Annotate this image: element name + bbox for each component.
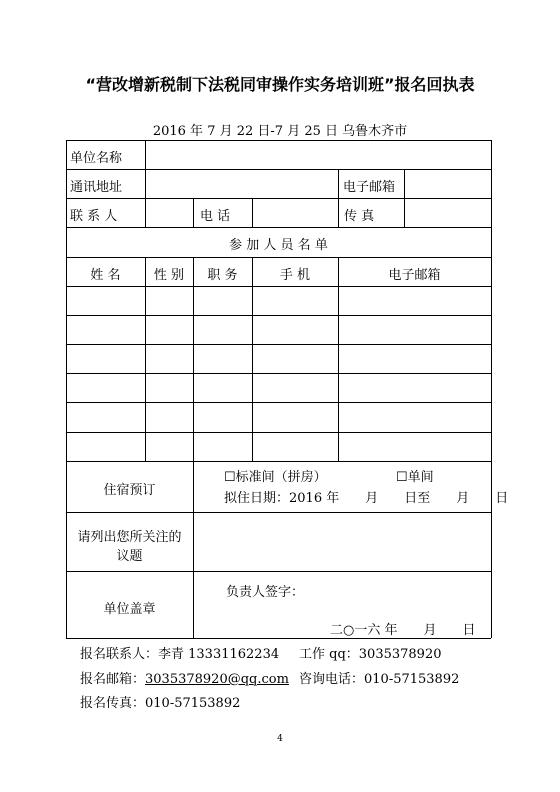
signature-label: 负责人签字： bbox=[226, 585, 305, 600]
fax-field[interactable] bbox=[405, 199, 490, 226]
column-header-position: 职 务 bbox=[207, 268, 238, 283]
topics-field[interactable] bbox=[194, 513, 490, 570]
footer-email-label: 报名邮箱： bbox=[80, 672, 146, 687]
email-label: 电子邮箱 bbox=[343, 180, 396, 195]
footer-fax: 报名传真：010-57153892 bbox=[80, 696, 241, 711]
footer-work-qq: 工作 qq：3035378920 bbox=[299, 647, 442, 662]
lodging-dates: 拟住日期：2016 年 月 日至 月 日 bbox=[224, 491, 509, 506]
table-row[interactable] bbox=[67, 433, 490, 460]
column-header-email: 电子邮箱 bbox=[388, 268, 441, 283]
table-row[interactable] bbox=[67, 403, 490, 431]
address-label: 通讯地址 bbox=[70, 180, 123, 195]
footer-email-line bbox=[80, 668, 289, 687]
topics-label-line2: 议题 bbox=[116, 549, 143, 564]
form-title: “营改增新税制下法税同审操作实务培训班”报名回执表 bbox=[85, 75, 475, 94]
unit-name-label: 单位名称 bbox=[70, 151, 123, 166]
address-field[interactable] bbox=[146, 170, 337, 197]
contact-label: 联 系 人 bbox=[70, 209, 118, 224]
email-field[interactable] bbox=[405, 170, 490, 197]
date-location: 2016 年 7 月 22 日-7 月 25 日 乌鲁木齐市 bbox=[152, 124, 408, 139]
footer-contact: 报名联系人：李青 13331162234 bbox=[80, 647, 280, 662]
lodging-option-standard[interactable]: ☐标准间（拼房） bbox=[224, 470, 327, 485]
column-header-name: 姓 名 bbox=[90, 268, 121, 283]
column-header-gender: 性 别 bbox=[153, 268, 185, 283]
phone-label: 电 话 bbox=[200, 209, 231, 224]
unit-name-field[interactable] bbox=[146, 141, 490, 168]
table-row[interactable] bbox=[67, 345, 490, 372]
signature-date: 二○一六 年 月 日 bbox=[330, 623, 476, 638]
fax-label: 传 真 bbox=[344, 209, 375, 224]
phone-field[interactable] bbox=[253, 199, 337, 226]
table-row[interactable] bbox=[67, 287, 490, 314]
participants-title: 参 加 人 员 名 单 bbox=[229, 238, 328, 253]
topics-label-line1: 请列出您所关注的 bbox=[77, 530, 182, 545]
seal-label: 单位盖章 bbox=[103, 602, 156, 617]
lodging-label: 住宿预订 bbox=[103, 483, 156, 498]
contact-field[interactable] bbox=[146, 199, 192, 226]
column-header-mobile: 手 机 bbox=[279, 268, 311, 283]
table-row[interactable] bbox=[67, 374, 490, 401]
lodging-option-single[interactable]: ☐单间 bbox=[396, 470, 434, 485]
page-number: 4 bbox=[277, 734, 283, 744]
footer-email-link[interactable]: 3035378920@qq.com bbox=[145, 672, 289, 687]
table-row[interactable] bbox=[67, 316, 490, 343]
footer-consult-phone: 咨询电话：010-57153892 bbox=[299, 672, 460, 687]
